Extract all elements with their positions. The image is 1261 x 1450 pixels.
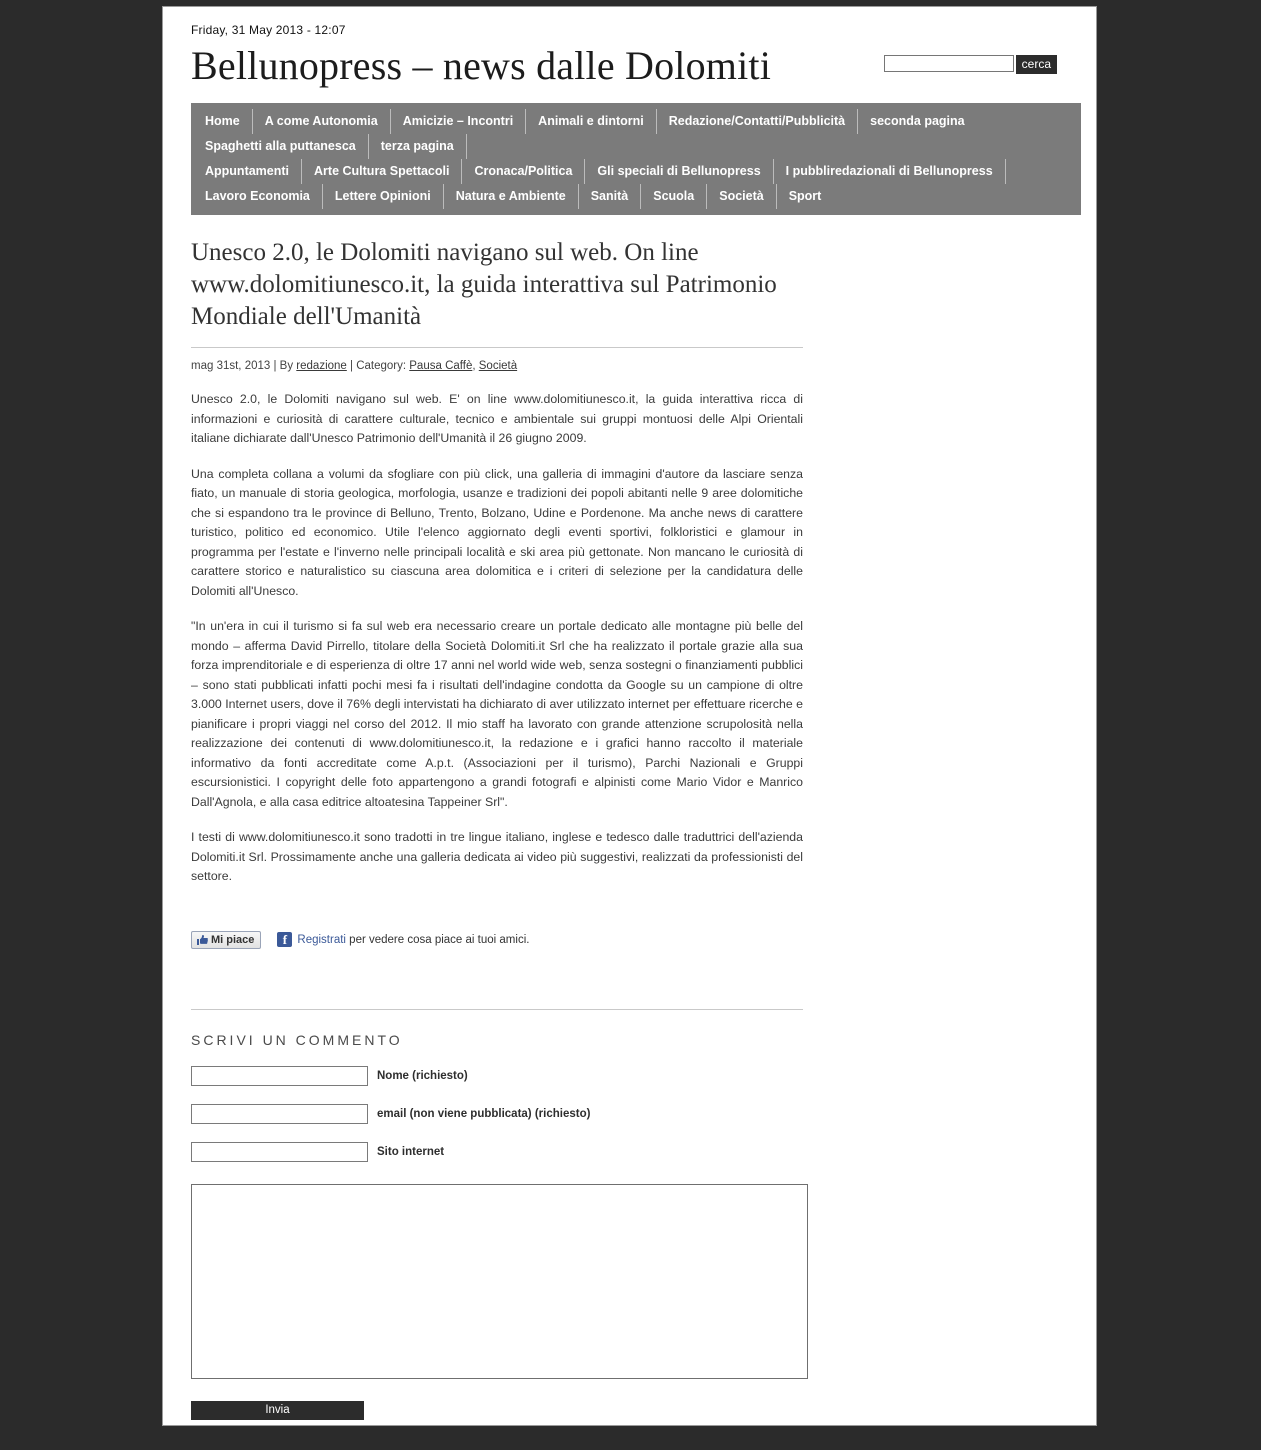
title-divider <box>191 347 803 348</box>
nav-row-4 <box>191 184 1081 209</box>
nav-item-amicizie-incontri[interactable]: Amicizie – Incontri <box>391 109 526 134</box>
comment-submit-button[interactable]: Invia <box>191 1401 364 1420</box>
nav-row-2 <box>191 134 1081 159</box>
social-share-row <box>191 931 1081 949</box>
nav-item-spaghetti-alla-puttanesca[interactable]: Spaghetti alla puttanesca <box>193 134 369 159</box>
search-form <box>884 55 1057 74</box>
nav-item-sanita[interactable]: Sanità <box>579 184 642 209</box>
comment-form-heading: SCRIVI UN COMMENTO <box>191 1031 403 1048</box>
facebook-register-link[interactable]: Registrati <box>297 933 346 946</box>
facebook-register-suffix: per vedere cosa piace ai tuoi amici. <box>345 933 530 946</box>
comment-name-input[interactable] <box>191 1066 368 1086</box>
comment-website-label: Sito internet <box>377 1145 445 1158</box>
like-button-label: Mi piace <box>211 933 255 946</box>
article-paragraph-1: Unesco 2.0, le Dolomiti navigano sul web. E' on line www.dolomitiunesco.it, la guida interattiva ricca di informazioni e curiosità di carattere culturale, tecnico e ambientale sui gruppi montuosi delle Alpi Orientali italiane dichiarate dall'Unesco Patrimonio dell'Umanità il 26 giugno 2009. <box>191 392 803 445</box>
nav-row-1 <box>191 109 1081 134</box>
article-paragraph-3: "In un'era in cui il turismo si fa sul web era necessario creare un portale dedicato alle montagne più belle del mondo – afferma David Pirrello, titolare della Società Dolomiti.it Srl che ha realizzato il portale grazie alla sua forza imprenditoriale e di esperienza di oltre 17 anni nel world wide web, senza sostegni o finanziamenti pubblici – sono stati pubblicati infatti pochi mesi fa i risultati dell'indagine condotta da Google su un campione di oltre 3.000 Internet users, dove il 76% degli intervistati ha dichiarato di aver utilizzato internet per effettuare ricerche e pianificare i propri viaggi nel corso del 2012. Il mio staff ha lavorato con grande attenzione scrupolosità nella realizzazione dei contenuti di www.dolomitiunesco.it, la redazione e i grafici hanno raccolto il materiale informativo da fonti accreditate come A.p.t. (Associazioni per il turismo), Parchi Nazionali e Gruppi escursionistici. I copyright delle foto appartengono a grandi fotografi e alpinisti come Mario Vidor e Manrico Dall'Agnola, e alla casa editrice altoatesina Tappeiner Srl". <box>191 619 803 809</box>
page-container <box>162 6 1097 1426</box>
nav-item-sport[interactable]: Sport <box>788 189 822 203</box>
main-navigation <box>191 103 1081 215</box>
nav-item-scuola[interactable]: Scuola <box>641 184 707 209</box>
comment-name-label: Nome (richiesto) <box>377 1069 468 1082</box>
nav-row-3 <box>191 159 1081 184</box>
facebook-icon: f <box>277 932 292 947</box>
nav-item-societa[interactable]: Società <box>707 184 776 209</box>
comment-field-website-row <box>191 1142 1081 1162</box>
category-link-societa[interactable]: Società <box>478 360 518 372</box>
thumbs-up-icon <box>196 934 208 946</box>
site-title: Bellunopress – news dalle Dolomiti <box>191 43 772 88</box>
search-button[interactable]: cerca <box>1016 55 1057 74</box>
page-inner <box>191 23 1081 1420</box>
comment-section-divider <box>191 1009 803 1010</box>
nav-item-home[interactable]: Home <box>193 109 253 134</box>
article-date: mag 31st, 2013 <box>191 360 271 372</box>
comment-textarea[interactable] <box>191 1184 808 1379</box>
comment-website-input[interactable] <box>191 1142 368 1162</box>
nav-item-redazione-contatti-pubblicita[interactable]: Redazione/Contatti/Pubblicità <box>657 109 858 134</box>
article-meta <box>191 360 1081 372</box>
category-link-pausa-caffe[interactable]: Pausa Caffè <box>409 360 473 372</box>
comment-email-input[interactable] <box>191 1104 368 1124</box>
search-input[interactable] <box>884 55 1014 72</box>
nav-item-cronaca-politica[interactable]: Cronaca/Politica <box>462 159 585 184</box>
nav-item-i-pubbliredazionali-di-bellunopress[interactable]: I pubbliredazionali di Bellunopress <box>774 159 1006 184</box>
nav-item-a-come-autonomia[interactable]: A come Autonomia <box>253 109 391 134</box>
nav-item-terza-pagina[interactable]: terza pagina <box>369 134 467 159</box>
nav-item-appuntamenti[interactable]: Appuntamenti <box>193 159 302 184</box>
article-title: Unesco 2.0, le Dolomiti navigano sul web. On line www.dolomitiunesco.it, la guida interattiva sul Patrimonio Mondiale dell'Umanità <box>191 239 777 330</box>
nav-item-arte-cultura-spettacoli[interactable]: Arte Cultura Spettacoli <box>302 159 462 184</box>
nav-item-lettere-opinioni[interactable]: Lettere Opinioni <box>323 184 444 209</box>
category-prefix: | Category: <box>350 360 407 372</box>
nav-item-gli-speciali-di-bellunopress[interactable]: Gli speciali di Bellunopress <box>585 159 773 184</box>
datestamp: Friday, 31 May 2013 - 12:07 <box>191 23 346 37</box>
facebook-register-text <box>297 934 529 946</box>
nav-item-natura-e-ambiente[interactable]: Natura e Ambiente <box>444 184 579 209</box>
nav-item-animali-e-dintorni[interactable]: Animali e dintorni <box>526 109 657 134</box>
comment-field-email-row <box>191 1104 1081 1124</box>
article-paragraph-2: Una completa collana a volumi da sfogliare con più click, una galleria di immagini d'autore da lasciare senza fiato, un manuale di storia geologica, morfologia, usanze e tradizioni dei popoli abitanti nelle 9 aree dolomitiche che si espandono tra le province di Belluno, Trento, Bolzano, Udine e Pordenone. Ma anche news di carattere turistico, politico ed economico. Utile l'elenco aggiornato degli eventi sportivi, folkloristici e glamour in programma per l'estate e l'inverno nelle principali località e ski area più gettonate. Non mancano le curiosità di carattere storico e naturalistico su ciascuna area dolomitica e i criteri di selezione per la candidatura delle Dolomiti all'Unesco. <box>191 466 803 598</box>
nav-item-lavoro-economia[interactable]: Lavoro Economia <box>193 184 323 209</box>
category-separator: , <box>472 360 476 372</box>
article-author-link[interactable]: redazione <box>296 360 347 372</box>
article-body <box>191 390 803 887</box>
by-prefix: | By <box>273 360 294 372</box>
article-paragraph-4: I testi di www.dolomitiunesco.it sono tradotti in tre lingue italiano, inglese e tedesco dalle traduttrici dell'azienda Dolomiti.it Srl. Prossimamente anche una galleria dedicata ai video più suggestivi, realizzati da professionisti del settore. <box>191 830 803 883</box>
facebook-like-button[interactable] <box>191 931 261 949</box>
comment-field-name-row <box>191 1066 1081 1086</box>
nav-item-seconda-pagina[interactable]: seconda pagina <box>870 114 965 128</box>
comment-email-label: email (non viene pubblicata) (richiesto) <box>377 1107 591 1120</box>
